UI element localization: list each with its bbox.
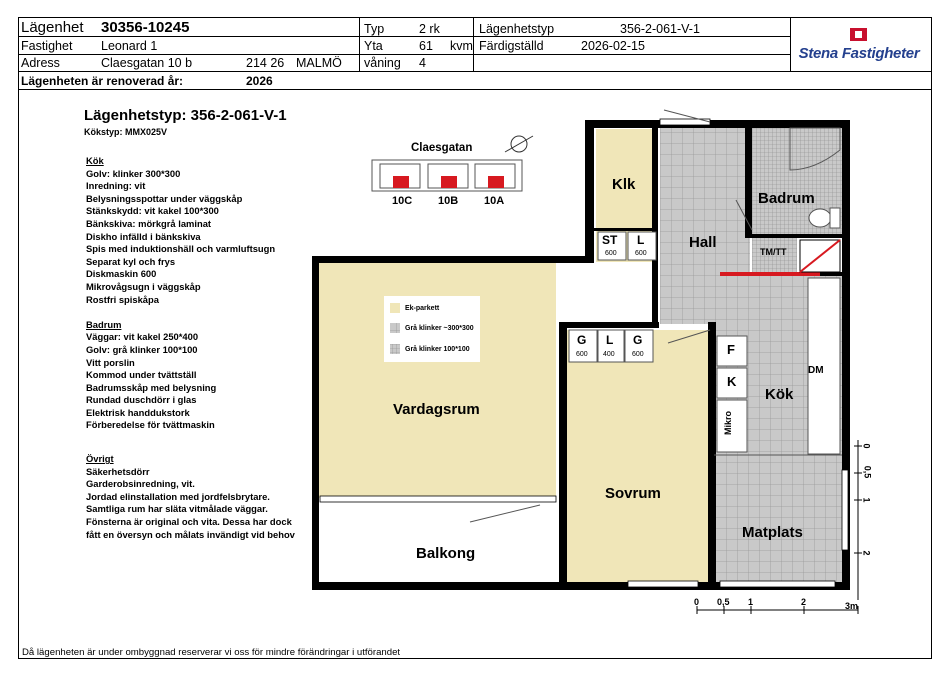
spec-item: Golv: grå klinker 100*100 <box>86 343 198 355</box>
label-mikro: Mikro <box>723 410 734 436</box>
spec-item: Samtliga rum har släta vitmålade väggar. <box>86 503 268 515</box>
lagenhet-value: 30356-10245 <box>101 19 190 36</box>
closet-g1-width: 600 <box>576 351 588 358</box>
lagenhet-label: Lägenhet <box>21 19 84 36</box>
spec-item: Förberedelse för tvättmaskin <box>86 419 215 431</box>
lagenhetstyp-value: 356-2-061-V-1 <box>620 22 700 36</box>
spec-item: Fönsterna är original och vita. Dessa har dock <box>86 516 292 528</box>
fardig-label: Färdigställd <box>479 39 544 53</box>
scale-h-0: 0 <box>694 597 700 607</box>
spec-item: Kommod under tvättställ <box>86 369 197 381</box>
legend-parkett: Ek-parkett <box>405 305 440 312</box>
room-balkong: Balkong <box>416 545 476 562</box>
scale-v-2: 2 <box>861 550 872 556</box>
renoverad-label: Lägenheten är renoverad år: <box>21 74 184 88</box>
spec-item: fått en översyn och målats invändigt vid behov <box>86 528 295 540</box>
footer-note: Då lägenheten är under ombyggnad reserverar vi oss för mindre förändringar i utförandet <box>22 647 401 658</box>
scale-v-05: 0,5 <box>862 465 873 479</box>
spec-item: Bänkskiva: mörkgrå laminat <box>86 217 212 229</box>
spec-item: Stänkskydd: vit kakel 100*300 <box>86 205 219 217</box>
keyplan-unit-10c: 10C <box>392 195 413 207</box>
keyplan-unit-10b: 10B <box>438 195 459 207</box>
room-badrum: Badrum <box>758 190 815 207</box>
balkong-floor <box>318 498 556 584</box>
legend-klinker-300: Grå klinker ~300*300 <box>405 325 474 332</box>
closet-st: ST <box>602 233 618 247</box>
label-f: F <box>727 342 735 357</box>
room-matplats: Matplats <box>742 524 803 541</box>
ort: MALMÖ <box>296 56 342 70</box>
spec-item: Diskmaskin 600 <box>86 268 157 280</box>
label-dm: DM <box>808 365 824 376</box>
scale-v-1: 1 <box>861 497 872 503</box>
closet-g2: G <box>633 333 643 347</box>
spec-item: Diskho infälld i bänkskiva <box>86 230 201 242</box>
scale-v-0: 0 <box>861 443 872 449</box>
vaning-value: 4 <box>419 56 426 70</box>
spec-item: Rostfri spiskåpa <box>86 293 159 305</box>
typ-value: 2 rk <box>419 22 440 36</box>
keyplan-street: Claesgatan <box>411 142 473 154</box>
scale-h-1: 1 <box>748 597 754 607</box>
plan-title: Lägenhetstyp: 356-2-061-V-1 <box>84 107 287 124</box>
spec-item: Säkerhetsdörr <box>86 465 150 477</box>
kok-heading: Kök <box>86 155 104 166</box>
adress-label: Adress <box>21 56 60 70</box>
keyplan-unit-10a: 10A <box>484 195 505 207</box>
vaning-label: våning <box>364 56 401 70</box>
typ-label: Typ <box>364 22 385 36</box>
closet-st-width: 600 <box>605 250 617 257</box>
spec-item: Garderobsinredning, vit. <box>86 478 195 490</box>
spec-item: Jordad elinstallation med jordfelsbrytare. <box>86 490 270 502</box>
closet-l1-width: 600 <box>635 250 647 257</box>
spec-item: Badrumsskåp med belysning <box>86 381 217 393</box>
yta-value: 61 <box>419 39 433 53</box>
scale-h-3m: 3m <box>845 601 859 611</box>
spec-item: Väggar: vit kakel 250*400 <box>86 331 199 343</box>
ovrigt-heading: Övrigt <box>86 453 114 465</box>
yta-label: Yta <box>364 39 383 53</box>
scale-h-05: 0,5 <box>717 597 730 607</box>
yta-unit: kvm <box>450 39 473 53</box>
legend-klinker-100: Grå klinker 100*100 <box>405 346 470 353</box>
closet-l2: L <box>606 333 614 347</box>
lagenhetstyp-label: Lägenhetstyp <box>479 22 555 36</box>
renoverad-value: 2026 <box>246 74 273 88</box>
room-klk: Klk <box>612 176 636 193</box>
fardig-value: 2026-02-15 <box>581 39 645 53</box>
room-tmtt: TM/TT <box>760 247 787 257</box>
fastighet-label: Fastighet <box>21 39 73 53</box>
spec-item: Vitt porslin <box>86 356 135 368</box>
fastighet-value: Leonard 1 <box>101 39 158 53</box>
closet-g2-width: 600 <box>632 351 644 358</box>
room-vardagsrum: Vardagsrum <box>393 401 480 418</box>
adress-value: Claesgatan 10 b <box>101 56 193 70</box>
spec-item: Inredning: vit <box>86 180 146 192</box>
spec-item: Belysningsspottar under väggskåp <box>86 192 243 204</box>
closet-l2-width: 400 <box>603 351 615 358</box>
room-sovrum: Sovrum <box>605 485 661 502</box>
spec-item: Golv: klinker 300*300 <box>86 167 181 179</box>
closet-g1: G <box>577 333 587 347</box>
label-k: K <box>727 374 737 389</box>
closet-l1: L <box>637 233 645 247</box>
spec-item: Separat kyl och frys <box>86 255 176 267</box>
room-hall: Hall <box>689 234 717 251</box>
logo-text: Stena Fastigheter <box>798 45 920 62</box>
spec-item: Mikrovågsugn i väggskåp <box>86 280 201 292</box>
spec-item: Spis med induktionshäll och varmluftsugn <box>86 243 276 255</box>
spec-item: Elektrisk handdukstork <box>86 406 190 418</box>
scale-h-2: 2 <box>801 597 807 607</box>
room-kok: Kök <box>765 386 794 403</box>
spec-item: Rundad duschdörr i glas <box>86 394 197 406</box>
plan-subtitle: Kökstyp: MMX025V <box>84 127 168 137</box>
postnr: 214 26 <box>246 56 285 70</box>
sovrum-floor <box>566 330 713 584</box>
badrum-heading: Badrum <box>86 318 122 330</box>
